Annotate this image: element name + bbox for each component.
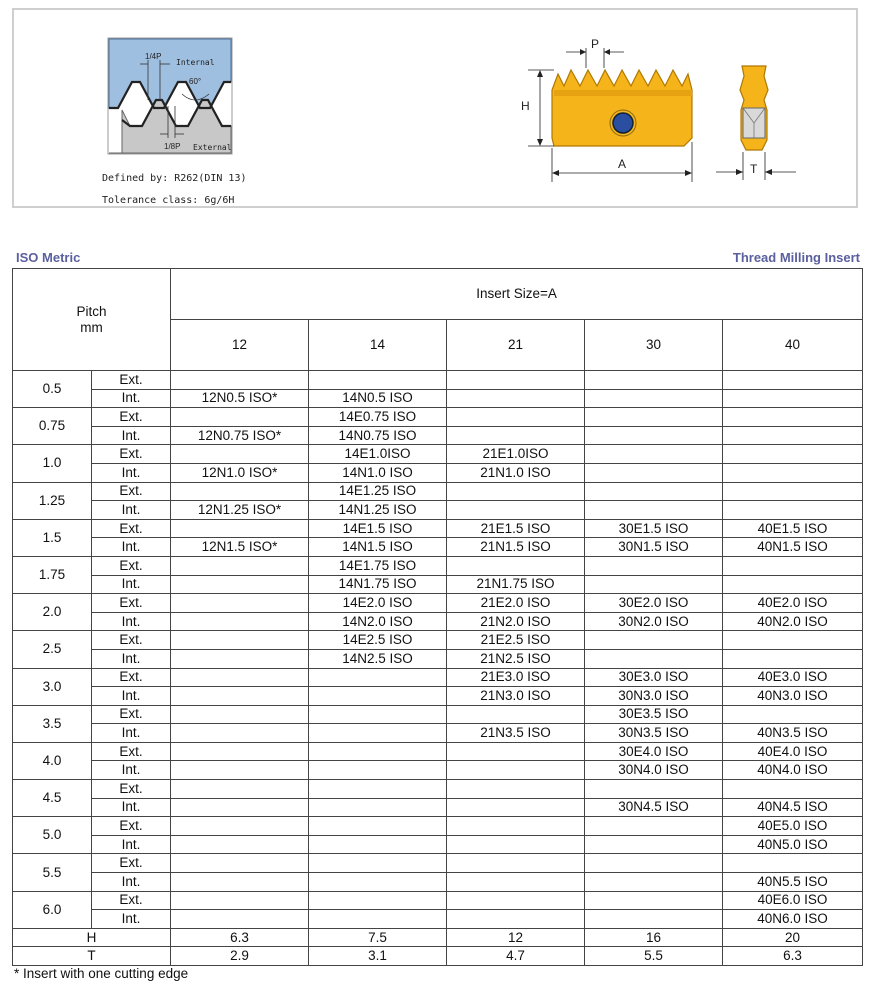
insert-code-cell: [723, 426, 863, 445]
insert-code-cell: [309, 371, 447, 390]
insert-code-cell: [585, 482, 723, 501]
insert-code-cell: 14N1.5 ISO: [309, 538, 447, 557]
insert-code-cell: [447, 371, 585, 390]
insert-code-cell: [723, 631, 863, 650]
insert-code-cell: [309, 835, 447, 854]
t-value: 2.9: [171, 947, 309, 966]
table-row: [13, 426, 863, 445]
pitch-header-label: Pitch: [76, 303, 107, 319]
internal-label: Internal: [176, 58, 215, 67]
insert-code-cell: 21N1.5 ISO: [447, 538, 585, 557]
pitch-value: 4.0: [13, 742, 92, 779]
insert-code-cell: 30N4.0 ISO: [585, 761, 723, 780]
insert-code-cell: [723, 463, 863, 482]
pitch-value: 0.5: [13, 371, 92, 408]
table-row: [13, 371, 863, 390]
p-dimension-label: P: [591, 37, 600, 51]
table-row: [13, 538, 863, 557]
table-row: [13, 705, 863, 724]
table-row: [13, 594, 863, 613]
insert-code-cell: 14E2.5 ISO: [309, 631, 447, 650]
insert-code-cell: [447, 556, 585, 575]
insert-code-cell: 30N2.0 ISO: [585, 612, 723, 631]
insert-code-cell: [171, 724, 309, 743]
pitch-value: 0.75: [13, 408, 92, 445]
int-type-label: Int.: [92, 761, 171, 780]
insert-code-cell: [309, 705, 447, 724]
int-type-label: Int.: [92, 463, 171, 482]
pitch-value: 1.25: [13, 482, 92, 519]
insert-code-cell: 14N0.5 ISO: [309, 389, 447, 408]
insert-code-cell: 12N1.0 ISO*: [171, 463, 309, 482]
insert-code-cell: [723, 780, 863, 799]
insert-code-cell: [447, 482, 585, 501]
pitch-value: 3.5: [13, 705, 92, 742]
tolerance-text: Tolerance class: 6g/6H: [102, 195, 235, 206]
t-value: 5.5: [585, 947, 723, 966]
insert-code-cell: 14E2.0 ISO: [309, 594, 447, 613]
insert-code-cell: 40E3.0 ISO: [723, 668, 863, 687]
ext-type-label: Ext.: [92, 556, 171, 575]
insert-code-cell: 40E2.0 ISO: [723, 594, 863, 613]
insert-code-cell: [585, 575, 723, 594]
pitch-value: 2.0: [13, 594, 92, 631]
pitch-value: 3.0: [13, 668, 92, 705]
h-value: 16: [585, 928, 723, 947]
insert-code-cell: [585, 649, 723, 668]
insert-code-cell: [585, 835, 723, 854]
pitch-value: 2.5: [13, 631, 92, 668]
int-type-label: Int.: [92, 538, 171, 557]
insert-code-cell: 21E2.0 ISO: [447, 594, 585, 613]
insert-code-cell: 14E1.75 ISO: [309, 556, 447, 575]
insert-code-cell: 30E3.5 ISO: [585, 705, 723, 724]
table-row: [13, 910, 863, 929]
size-header-14: 14: [309, 320, 447, 371]
insert-code-cell: 14N0.75 ISO: [309, 426, 447, 445]
insert-code-cell: 40N3.0 ISO: [723, 687, 863, 706]
table-row: [13, 742, 863, 761]
int-type-label: Int.: [92, 612, 171, 631]
table-row: [13, 612, 863, 631]
insert-code-cell: 14E1.0ISO: [309, 445, 447, 464]
table-row: [13, 724, 863, 743]
insert-code-cell: [447, 389, 585, 408]
insert-code-cell: [447, 408, 585, 427]
table-row: [13, 873, 863, 892]
table-row: [13, 854, 863, 873]
t-dimension-label: T: [750, 162, 758, 176]
insert-code-cell: [447, 798, 585, 817]
insert-code-cell: [723, 575, 863, 594]
insert-code-cell: [447, 873, 585, 892]
insert-code-cell: 40N5.5 ISO: [723, 873, 863, 892]
t-value: 6.3: [723, 947, 863, 966]
insert-code-cell: [171, 854, 309, 873]
table-row: [13, 556, 863, 575]
insert-code-cell: 12N0.75 ISO*: [171, 426, 309, 445]
insert-code-cell: [309, 817, 447, 836]
insert-code-cell: 40N2.0 ISO: [723, 612, 863, 631]
insert-code-cell: [723, 854, 863, 873]
insert-code-cell: [585, 371, 723, 390]
h-value: 7.5: [309, 928, 447, 947]
insert-code-cell: [171, 445, 309, 464]
table-row: [13, 798, 863, 817]
insert-code-cell: [447, 780, 585, 799]
int-type-label: Int.: [92, 426, 171, 445]
insert-code-cell: [171, 817, 309, 836]
int-type-label: Int.: [92, 389, 171, 408]
insert-code-cell: [585, 780, 723, 799]
insert-code-cell: 14N1.75 ISO: [309, 575, 447, 594]
ext-type-label: Ext.: [92, 705, 171, 724]
insert-code-cell: 40N4.5 ISO: [723, 798, 863, 817]
int-type-label: Int.: [92, 910, 171, 929]
ext-type-label: Ext.: [92, 817, 171, 836]
insert-code-cell: [171, 612, 309, 631]
insert-code-cell: [723, 445, 863, 464]
insert-code-cell: [447, 426, 585, 445]
insert-code-cell: 21N3.0 ISO: [447, 687, 585, 706]
table-row: [13, 463, 863, 482]
insert-code-cell: [585, 817, 723, 836]
h-row: [13, 928, 863, 947]
t-value: 4.7: [447, 947, 585, 966]
insert-code-cell: [171, 705, 309, 724]
insert-code-cell: 40E1.5 ISO: [723, 519, 863, 538]
insert-code-cell: [309, 798, 447, 817]
insert-code-cell: 30N3.0 ISO: [585, 687, 723, 706]
eighth-pitch-label: 1/8P: [164, 142, 181, 151]
thread-diagram: [14, 10, 860, 210]
insert-code-cell: [723, 556, 863, 575]
insert-code-cell: [447, 742, 585, 761]
int-type-label: Int.: [92, 649, 171, 668]
insert-code-cell: 40N3.5 ISO: [723, 724, 863, 743]
insert-code-cell: 21N2.0 ISO: [447, 612, 585, 631]
insert-code-cell: 30E3.0 ISO: [585, 668, 723, 687]
t-row: [13, 947, 863, 966]
insert-code-cell: [585, 445, 723, 464]
table-row: [13, 631, 863, 650]
insert-code-cell: 14E1.25 ISO: [309, 482, 447, 501]
insert-code-cell: [447, 705, 585, 724]
pitch-value: 5.5: [13, 854, 92, 891]
t-label: T: [13, 947, 171, 966]
insert-code-cell: [447, 910, 585, 929]
insert-code-cell: 40E4.0 ISO: [723, 742, 863, 761]
insert-code-cell: 40N6.0 ISO: [723, 910, 863, 929]
insert-code-cell: [309, 854, 447, 873]
insert-code-cell: [171, 761, 309, 780]
int-type-label: Int.: [92, 687, 171, 706]
insert-code-cell: [447, 817, 585, 836]
pitch-value: 1.5: [13, 519, 92, 556]
size-header-12: 12: [171, 320, 309, 371]
insert-code-cell: 40N1.5 ISO: [723, 538, 863, 557]
insert-code-cell: [585, 389, 723, 408]
insert-code-cell: 14E1.5 ISO: [309, 519, 447, 538]
ext-type-label: Ext.: [92, 519, 171, 538]
insert-code-cell: [171, 519, 309, 538]
table-row: [13, 482, 863, 501]
pitch-value: 4.5: [13, 780, 92, 817]
table-row: [13, 891, 863, 910]
table-row: [13, 817, 863, 836]
insert-code-cell: [723, 501, 863, 520]
int-type-label: Int.: [92, 873, 171, 892]
insert-code-cell: 30E4.0 ISO: [585, 742, 723, 761]
insert-code-cell: [309, 687, 447, 706]
pitch-unit-label: mm: [80, 319, 103, 335]
insert-code-cell: [585, 891, 723, 910]
insert-code-cell: [723, 482, 863, 501]
insert-code-cell: [723, 705, 863, 724]
int-type-label: Int.: [92, 835, 171, 854]
insert-code-cell: 40N5.0 ISO: [723, 835, 863, 854]
section-title-thread-milling-insert: Thread Milling Insert: [732, 250, 860, 265]
ext-type-label: Ext.: [92, 445, 171, 464]
insert-code-cell: 14N1.0 ISO: [309, 463, 447, 482]
insert-code-cell: 21N1.75 ISO: [447, 575, 585, 594]
table-row: [13, 501, 863, 520]
insert-code-cell: 14N1.25 ISO: [309, 501, 447, 520]
footnote: * Insert with one cutting edge: [14, 966, 189, 981]
insert-code-cell: [723, 649, 863, 668]
h-dimension-label: H: [521, 99, 530, 113]
insert-code-cell: [171, 631, 309, 650]
insert-code-cell: [447, 891, 585, 910]
pitch-value: 1.0: [13, 445, 92, 482]
angle-label: 60°: [189, 77, 202, 86]
insert-code-cell: [585, 463, 723, 482]
external-label: External: [193, 143, 232, 152]
insert-code-cell: [171, 594, 309, 613]
table-row: [13, 668, 863, 687]
insert-code-cell: [309, 724, 447, 743]
insert-code-cell: 21E3.0 ISO: [447, 668, 585, 687]
insert-code-cell: [171, 482, 309, 501]
ext-type-label: Ext.: [92, 780, 171, 799]
insert-code-cell: [171, 371, 309, 390]
size-header-30: 30: [585, 320, 723, 371]
ext-type-label: Ext.: [92, 408, 171, 427]
int-type-label: Int.: [92, 575, 171, 594]
insert-code-cell: [585, 854, 723, 873]
insert-code-cell: 40N4.0 ISO: [723, 761, 863, 780]
a-dimension-label: A: [618, 157, 627, 171]
insert-code-cell: [309, 910, 447, 929]
insert-code-cell: [171, 891, 309, 910]
insert-code-cell: 21E1.5 ISO: [447, 519, 585, 538]
pitch-value: 1.75: [13, 556, 92, 593]
int-type-label: Int.: [92, 501, 171, 520]
insert-code-cell: 40E6.0 ISO: [723, 891, 863, 910]
h-label: H: [13, 928, 171, 947]
insert-code-cell: 21E2.5 ISO: [447, 631, 585, 650]
pitch-value: 5.0: [13, 817, 92, 854]
table-row: [13, 761, 863, 780]
insert-code-cell: 21N1.0 ISO: [447, 463, 585, 482]
insert-code-cell: [723, 389, 863, 408]
table-row: [13, 649, 863, 668]
insert-code-cell: 30N1.5 ISO: [585, 538, 723, 557]
insert-code-cell: [585, 426, 723, 445]
insert-code-cell: 14N2.5 ISO: [309, 649, 447, 668]
table-row: [13, 389, 863, 408]
insert-code-cell: 30N3.5 ISO: [585, 724, 723, 743]
size-header-40: 40: [723, 320, 863, 371]
ext-type-label: Ext.: [92, 742, 171, 761]
insert-code-cell: [447, 761, 585, 780]
insert-code-cell: [171, 649, 309, 668]
insert-side-view: [716, 66, 796, 180]
table-row: [13, 780, 863, 799]
int-type-label: Int.: [92, 724, 171, 743]
h-value: 20: [723, 928, 863, 947]
ext-type-label: Ext.: [92, 371, 171, 390]
insert-code-cell: [447, 501, 585, 520]
int-type-label: Int.: [92, 798, 171, 817]
diagram-panel: [12, 8, 858, 208]
insert-code-cell: [171, 780, 309, 799]
insert-code-cell: [171, 575, 309, 594]
defined-by-text: Defined by: R262(DIN 13): [102, 173, 247, 184]
table-row: [13, 408, 863, 427]
insert-code-cell: 30N4.5 ISO: [585, 798, 723, 817]
insert-spec-table: [12, 268, 863, 966]
ext-type-label: Ext.: [92, 594, 171, 613]
insert-code-cell: [171, 668, 309, 687]
ext-type-label: Ext.: [92, 668, 171, 687]
ext-type-label: Ext.: [92, 854, 171, 873]
table-row: [13, 687, 863, 706]
insert-code-cell: 21N2.5 ISO: [447, 649, 585, 668]
size-header-21: 21: [447, 320, 585, 371]
insert-code-cell: 12N0.5 ISO*: [171, 389, 309, 408]
h-value: 6.3: [171, 928, 309, 947]
insert-front-view: [521, 37, 692, 182]
insert-code-cell: [171, 687, 309, 706]
insert-size-header: Insert Size=A: [171, 269, 863, 320]
pitch-header-cell: [13, 269, 171, 371]
insert-code-cell: [585, 910, 723, 929]
insert-code-cell: 12N1.5 ISO*: [171, 538, 309, 557]
insert-code-cell: [447, 854, 585, 873]
insert-code-cell: [309, 873, 447, 892]
insert-code-cell: [171, 835, 309, 854]
insert-code-cell: [585, 408, 723, 427]
quarter-pitch-label: 1/4P: [145, 52, 162, 61]
insert-code-cell: 14E0.75 ISO: [309, 408, 447, 427]
ext-type-label: Ext.: [92, 482, 171, 501]
insert-code-cell: [585, 501, 723, 520]
insert-code-cell: [309, 742, 447, 761]
insert-code-cell: 30E1.5 ISO: [585, 519, 723, 538]
table-row: [13, 835, 863, 854]
insert-code-cell: 40E5.0 ISO: [723, 817, 863, 836]
insert-code-cell: 12N1.25 ISO*: [171, 501, 309, 520]
t-value: 3.1: [309, 947, 447, 966]
insert-code-cell: [171, 408, 309, 427]
insert-code-cell: [585, 556, 723, 575]
insert-code-cell: [171, 742, 309, 761]
insert-code-cell: 21N3.5 ISO: [447, 724, 585, 743]
insert-code-cell: [723, 408, 863, 427]
insert-code-cell: 21E1.0ISO: [447, 445, 585, 464]
insert-code-cell: 30E2.0 ISO: [585, 594, 723, 613]
insert-code-cell: [309, 761, 447, 780]
section-title-iso-metric: ISO Metric: [16, 250, 81, 265]
insert-code-cell: [447, 835, 585, 854]
insert-code-cell: [309, 780, 447, 799]
table-row: [13, 575, 863, 594]
table-row: [13, 519, 863, 538]
ext-type-label: Ext.: [92, 891, 171, 910]
insert-code-cell: [585, 873, 723, 892]
table-row: [13, 445, 863, 464]
insert-code-cell: [723, 371, 863, 390]
insert-code-cell: [171, 873, 309, 892]
ext-type-label: Ext.: [92, 631, 171, 650]
h-value: 12: [447, 928, 585, 947]
insert-code-cell: [309, 891, 447, 910]
insert-code-cell: [171, 798, 309, 817]
insert-code-cell: 14N2.0 ISO: [309, 612, 447, 631]
insert-code-cell: [585, 631, 723, 650]
insert-code-cell: [171, 910, 309, 929]
thread-profile-figure: [108, 38, 232, 154]
insert-code-cell: [309, 668, 447, 687]
insert-code-cell: [171, 556, 309, 575]
pitch-value: 6.0: [13, 891, 92, 928]
